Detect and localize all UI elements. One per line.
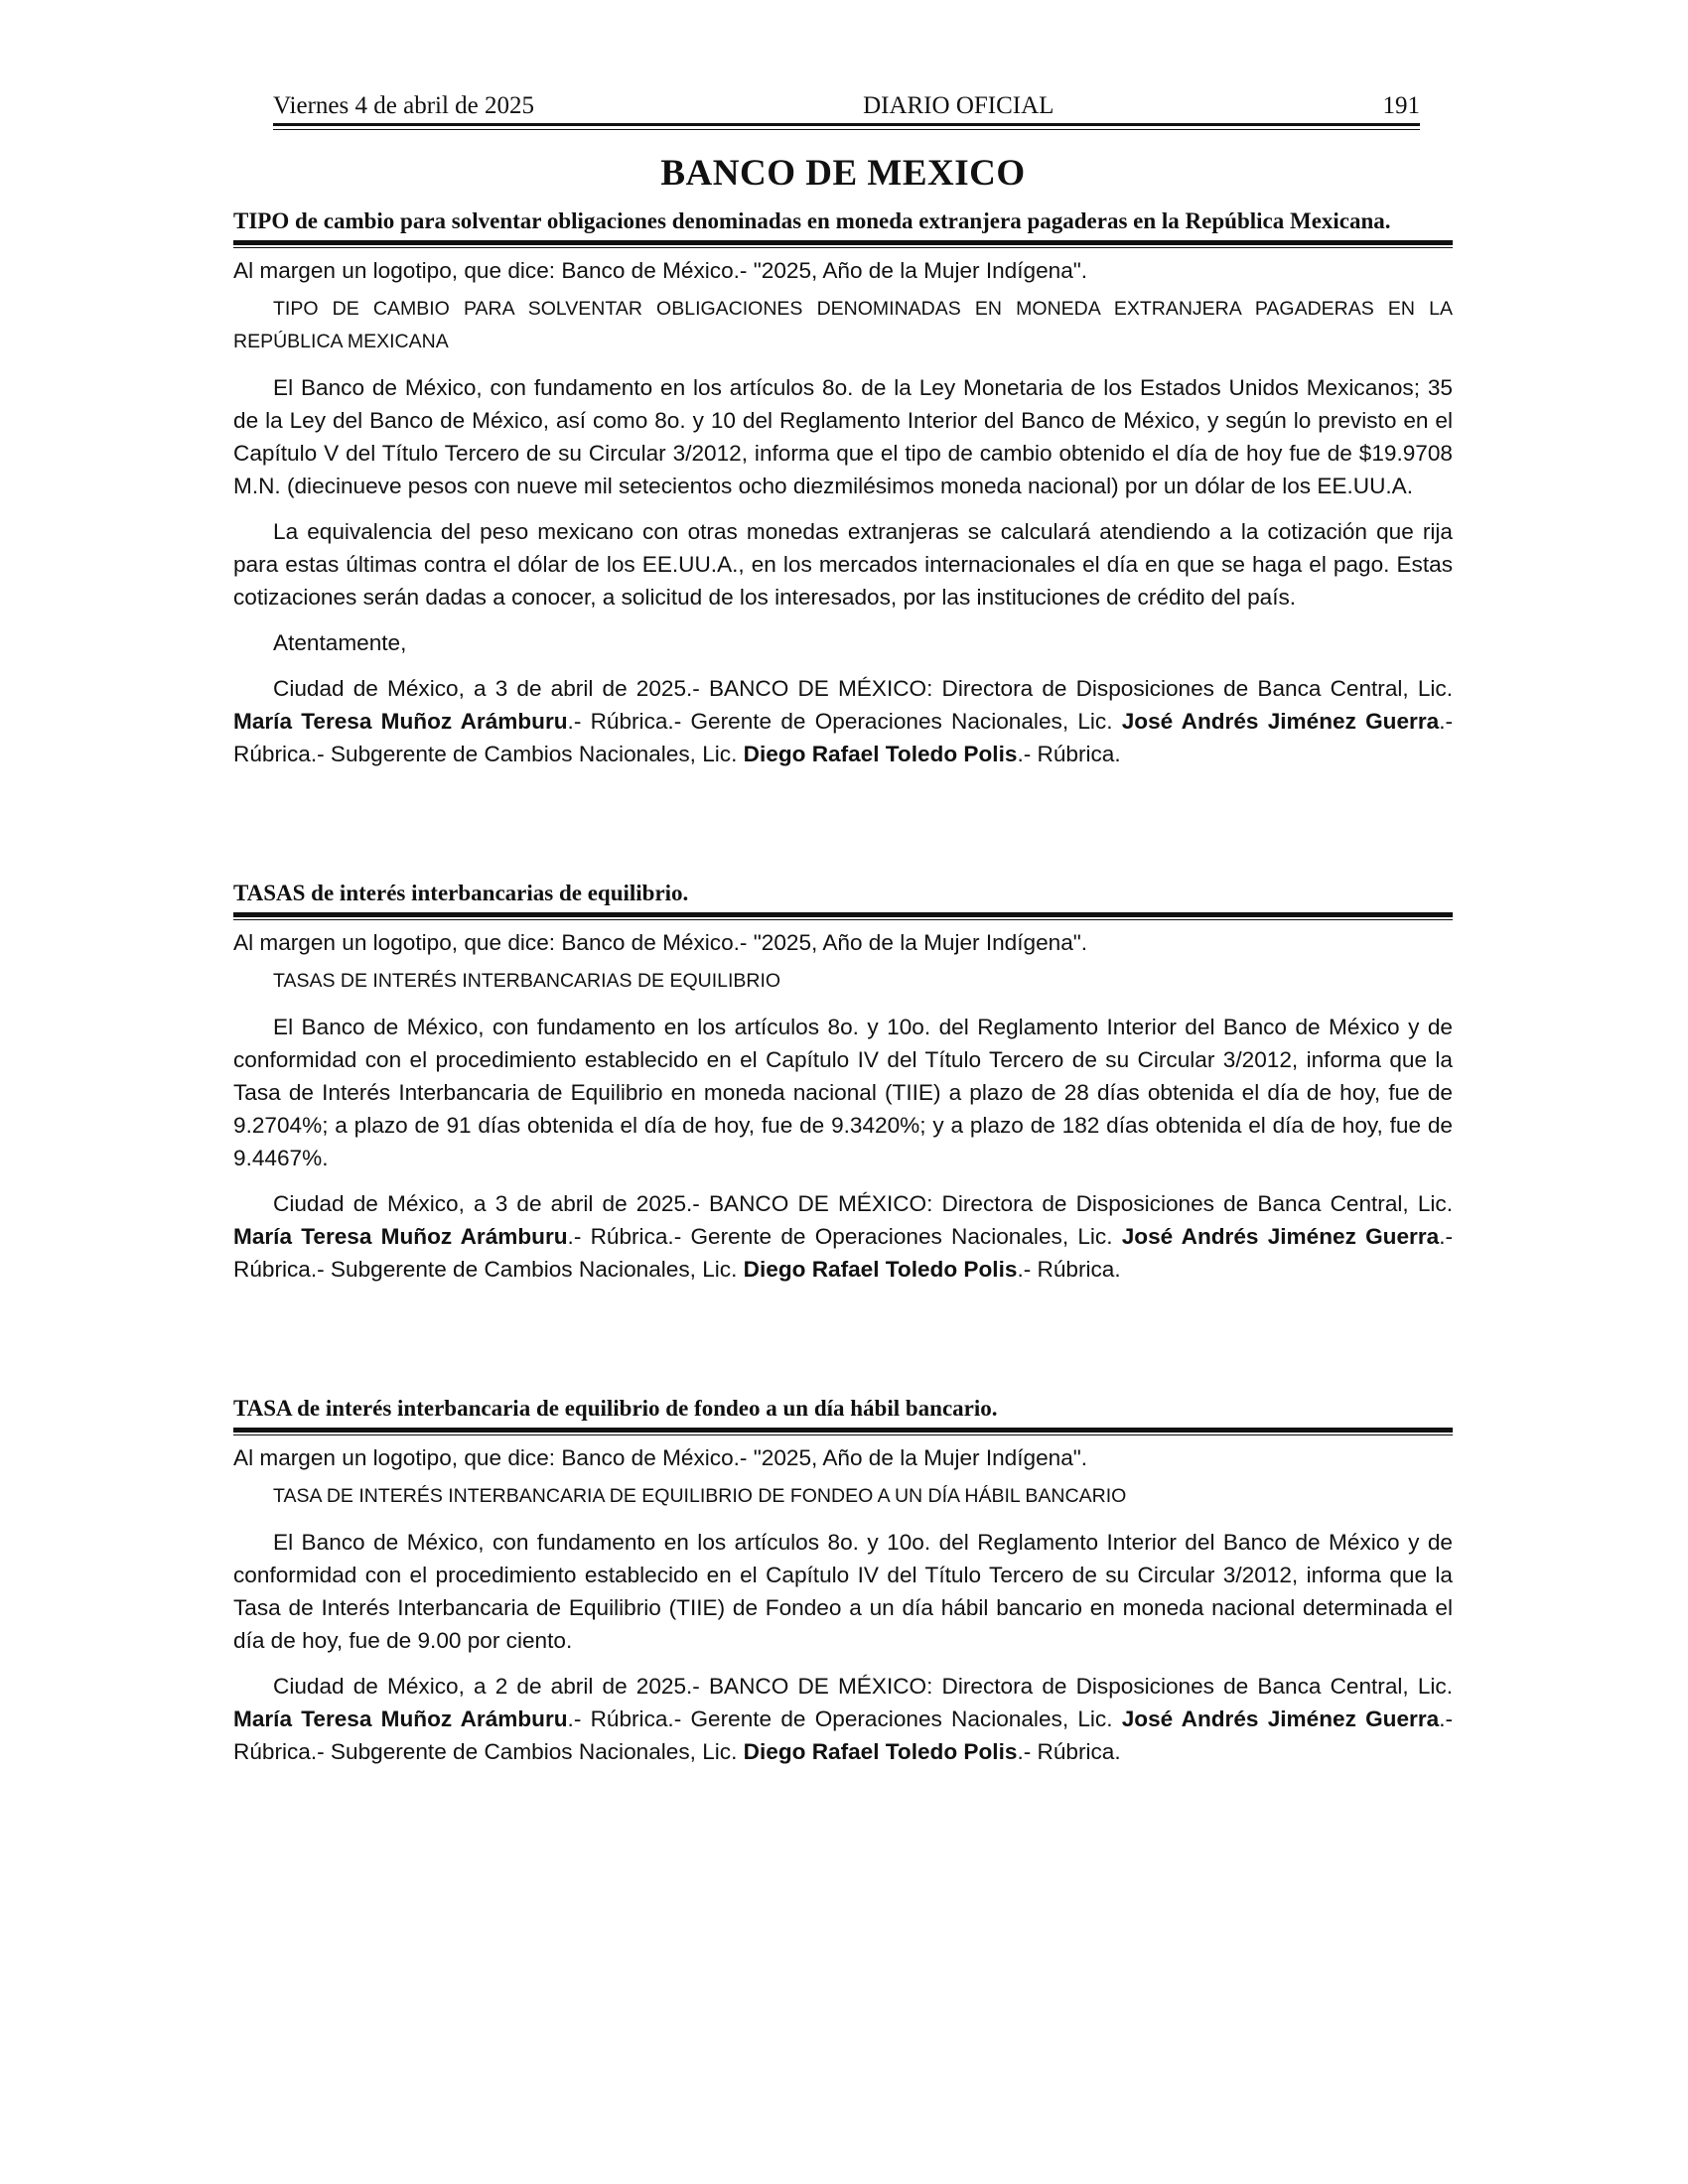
caps-title: TASAS DE INTERÉS INTERBANCARIAS DE EQUILIBRIO xyxy=(273,970,781,992)
logo-line: Al margen un logotipo, que dice: Banco de México.- "2025, Año de la Mujer Indígena". xyxy=(233,258,1088,283)
signatory-name: José Andrés Jiménez Guerra xyxy=(1121,1706,1440,1731)
section-rule-thin xyxy=(233,247,1453,248)
body-paragraph: El Banco de México, con fundamento en los artículos 8o. y 10o. del Reglamento Interior del Banco de México y de conformidad con el procedimiento establecido en el Capítulo IV del Título Tercero de su Circular 3/2012, informa que la Tasa de Interés Interbancaria de Equilibrio (TIIE) de Fondeo a un día hábil bancario en moneda nacional determinada el día de hoy, fue de 9.00 por ciento. xyxy=(233,1530,1453,1653)
section-rule-thin xyxy=(233,919,1453,920)
closing-line: Atentamente, xyxy=(273,630,407,655)
header-page-number: 191 xyxy=(1382,92,1420,119)
signature-paragraph xyxy=(233,672,1453,770)
signatory-name: Diego Rafael Toledo Polis xyxy=(743,1257,1018,1282)
body-paragraph: El Banco de México, con fundamento en los artículos 8o. y 10o. del Reglamento Interior del Banco de México y de conformidad con el procedimiento establecido en el Capítulo IV del Título Tercero de su Circular 3/2012, informa que la Tasa de Interés Interbancaria de Equilibrio en moneda nacional (TIIE) a plazo de 28 días obtenida el día de hoy, fue de 9.2704%; a plazo de 91 días obtenida el día de hoy, fue de 9.3420%; y a plazo de 182 días obtenida el día de hoy, fue de 9.4467%. xyxy=(233,1015,1453,1170)
section-tasa-fondeo xyxy=(233,1395,1453,1768)
logo-line: Al margen un logotipo, que dice: Banco de México.- "2025, Año de la Mujer Indígena". xyxy=(233,930,1088,955)
signature-text: .- Rúbrica. xyxy=(1017,1739,1121,1764)
section-tipo-de-cambio xyxy=(233,207,1453,770)
logo-line: Al margen un logotipo, que dice: Banco de México.- "2025, Año de la Mujer Indígena". xyxy=(233,1445,1088,1470)
signature-text: Ciudad de México, a 3 de abril de 2025.- BANCO DE MÉXICO: Directora de Disposiciones de Banca Central, Lic. xyxy=(273,1191,1453,1216)
signatory-name: José Andrés Jiménez Guerra xyxy=(1121,709,1440,734)
signature-text: .- Rúbrica.- Subgerente de Cambios Nacionales, Lic. xyxy=(233,709,1454,766)
signature-paragraph xyxy=(233,1187,1453,1286)
section-tasas-interes xyxy=(233,880,1453,1286)
signature-text: .- Rúbrica.- Gerente de Operaciones Nacionales, Lic. xyxy=(567,709,1122,734)
section-title: TIPO de cambio para solventar obligaciones denominadas en moneda extranjera pagaderas en la República Mexicana. xyxy=(233,208,1391,233)
signature-text: .- Rúbrica.- Subgerente de Cambios Nacionales, Lic. xyxy=(233,1224,1454,1282)
signatory-name: María Teresa Muñoz Arámburu xyxy=(233,1224,568,1249)
signature-paragraph xyxy=(233,1670,1453,1768)
signatory-name: Diego Rafael Toledo Polis xyxy=(743,742,1018,766)
running-header xyxy=(273,91,1420,126)
header-publication: DIARIO OFICIAL xyxy=(863,92,1055,119)
signatory-name: María Teresa Muñoz Arámburu xyxy=(233,709,568,734)
section-rule-thin xyxy=(233,1434,1453,1435)
section-rule xyxy=(233,912,1453,917)
header-date: Viernes 4 de abril de 2025 xyxy=(273,92,535,119)
signatory-name: Diego Rafael Toledo Polis xyxy=(743,1739,1018,1764)
signature-text: .- Rúbrica. xyxy=(1017,1257,1121,1282)
section-rule xyxy=(233,1428,1453,1433)
body-paragraph: El Banco de México, con fundamento en los artículos 8o. de la Ley Monetaria de los Estados Unidos Mexicanos; 35 de la Ley del Banco de México, así como 8o. y 10 del Reglamento Interior del Banco de México, y según lo previsto en el Capítulo V del Título Tercero de su Circular 3/2012, informa que el tipo de cambio obtenido el día de hoy fue de $19.9708 M.N. (diecinueve pesos con nueve mil setecientos ocho diezmilésimos moneda nacional) por un dólar de los EE.UU.A. xyxy=(233,375,1453,498)
section-title: TASA de interés interbancaria de equilibrio de fondeo a un día hábil bancario. xyxy=(233,1396,998,1421)
caps-title: TASA DE INTERÉS INTERBANCARIA DE EQUILIBRIO DE FONDEO A UN DÍA HÁBIL BANCARIO xyxy=(273,1485,1127,1507)
header-rule xyxy=(273,129,1420,130)
main-title: BANCO DE MEXICO xyxy=(660,153,1026,194)
signature-text: Ciudad de México, a 3 de abril de 2025.- BANCO DE MÉXICO: Directora de Disposiciones de Banca Central, Lic. xyxy=(273,676,1453,701)
signatory-name: María Teresa Muñoz Arámburu xyxy=(233,1706,568,1731)
signatory-name: José Andrés Jiménez Guerra xyxy=(1121,1224,1440,1249)
section-rule xyxy=(233,240,1453,245)
signature-text: .- Rúbrica.- Subgerente de Cambios Nacionales, Lic. xyxy=(233,1706,1454,1764)
document-page xyxy=(233,91,1453,1768)
caps-title: TIPO DE CAMBIO PARA SOLVENTAR OBLIGACIONES DENOMINADAS EN MONEDA EXTRANJERA PAGADERAS EN LA REPÚBLICA MEXICANA xyxy=(233,298,1453,352)
signature-text: .- Rúbrica. xyxy=(1017,742,1121,766)
body-paragraph: La equivalencia del peso mexicano con otras monedas extranjeras se calculará atendiendo a la cotización que rija para estas últimas contra el dólar de los EE.UU.A., en los mercados internacionales el día en que se haga el pago. Estas cotizaciones serán dadas a conocer, a solicitud de los interesados, por las instituciones de crédito del país. xyxy=(233,519,1453,610)
signature-text: .- Rúbrica.- Gerente de Operaciones Nacionales, Lic. xyxy=(567,1706,1122,1731)
section-title: TASAS de interés interbancarias de equilibrio. xyxy=(233,881,689,905)
signature-text: Ciudad de México, a 2 de abril de 2025.- BANCO DE MÉXICO: Directora de Disposiciones de Banca Central, Lic. xyxy=(273,1674,1453,1699)
signature-text: .- Rúbrica.- Gerente de Operaciones Nacionales, Lic. xyxy=(567,1224,1122,1249)
